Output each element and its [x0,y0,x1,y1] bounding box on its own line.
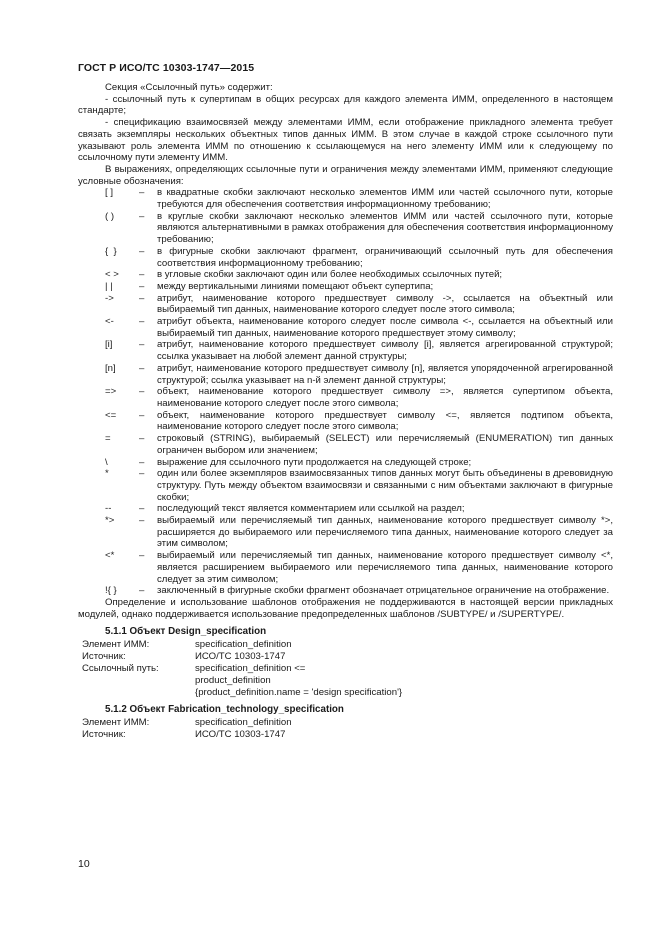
notation-description: в квадратные скобки заключают несколько элементов ИММ или частей ссылочного пути, которые требуются для обеспечения соответствия информационному требованию; [157,187,613,211]
notation-dash: – [139,515,145,527]
intro-paragraph-2: - ссылочный путь к супертипам в общих ресурсах для каждого элемента ИММ, определенного в настоящем стандарте; [78,93,613,117]
attribute-key: Источник: [82,729,126,741]
attribute-key: Элемент ИММ: [82,717,150,729]
notation-row [78,316,613,339]
notation-description: между вертикальными линиями помещают объект супертипа; [157,280,434,292]
notation-row [78,246,613,269]
attribute-row [78,639,613,651]
notation-dash: – [139,280,145,292]
notation-description: один или более экземпляров взаимосвязанных типов данных могут быть объединены в древовидную структуру. Путь между объектом взаимосвязи и связанными с ним объектами заключают в фигурные скобки; [157,468,613,503]
notation-row [78,386,613,409]
page-number: 10 [78,858,90,870]
notation-symbol: \ [105,456,108,468]
notation-dash: – [139,269,145,281]
notation-description: строковый (STRING), выбираемый (SELECT) или перечисляемый (ENUMERATION) тип данных ограничен выбором или значением; [157,433,613,456]
notation-description: в угловые скобки заключают один или более необходимых ссылочных путей; [157,269,503,281]
notation-row [78,339,613,362]
notation-dash: – [139,456,145,468]
sections [78,625,613,741]
intro-paragraph-1: Секция «Ссылочный путь» содержит: [105,82,273,93]
notation-symbol: | | [105,280,113,292]
notation-symbol: -> [105,292,114,304]
notation-row [78,585,613,597]
notation-description: в круглые скобки заключают несколько элементов ИММ или частей ссылочного пути, которые являются альтернативными в рамках отображения для обеспечения соответствия информационному требованию; [157,210,613,246]
notation-description: заключенный в фигурные скобки фрагмент обозначает отрицательное ограничение на отображение. [157,585,610,597]
notation-dash: – [139,210,145,222]
attribute-row [78,717,613,729]
notation-description: атрибут, наименование которого предшествует символу ->, ссылается на объектный или выбираемый тип данных, наименование которого следует после этого символа; [157,292,613,316]
notation-description: атрибут, наименование которого предшествует символу [i], является агрегированной структурой; ссылка указывает на любой элемент данной структуры; [157,339,613,363]
notation-dash: – [139,503,145,515]
closing-paragraph: Определение и использование шаблонов отображения не поддерживаются в настоящей версии прикладных модулей, однако поддерживается использование предопределенных шаблонов /SUBTYPE/ и /SUPERTYPE/. [78,596,613,620]
attribute-value: ИСО/ТС 10303-1747 [195,651,286,663]
notation-row [78,433,613,456]
intro-paragraph-3: - спецификацию взаимосвязей между элементами ИММ, если отображение прикладного элемента требует связать экземпляры нескольких объектных типов данных ИММ. В этом случае в каждой строке ссылочного пути указывают роль элемента ИММ по отношению к ссылающемуся на него элементу ИММ или к следующему по ссылочному пути элементу ИММ. [78,117,613,164]
notation-dash: – [139,339,145,351]
attribute-row [78,729,613,741]
notation-row [78,468,613,503]
notation-row [78,410,613,433]
notation-description: в фигурные скобки заключают фрагмент, ограничивающий ссылочный путь для обеспечения соответствия информационному требованию; [157,245,613,269]
notation-symbol: [n] [105,362,116,374]
notation-symbol: * [105,468,109,480]
notation-description: выражение для ссылочного пути продолжается на следующей строке; [157,456,472,468]
notation-description: объект, наименование которого предшествует символу <=, является подтипом объекта, наименование которого следует после этого символа; [157,409,613,433]
notation-symbol: [ ] [105,187,113,199]
notation-row [78,363,613,386]
notation-symbol: < > [105,269,119,281]
notation-symbol: *> [105,515,115,527]
notation-dash: – [139,433,145,445]
notation-dash: – [139,386,145,398]
notation-dash: – [139,292,145,304]
notation-dash: – [139,362,145,374]
notation-row [78,293,613,316]
attribute-value: specification_definition [195,639,292,651]
attribute-key: Элемент ИММ: [82,639,150,651]
notation-dash: – [139,245,145,257]
notation-dash: – [139,316,145,328]
attribute-key: Источник: [82,651,126,663]
notation-dash: – [139,585,145,597]
notation-description: объект, наименование которого предшествует символу =>, является супертипом объекта, наименование которого следует после этого символа; [157,386,613,409]
notation-row [78,281,613,293]
notation-description: атрибут, наименование которого предшествует символу [n], является упорядоченной агрегированной структурой; ссылка указывает на n-й элемент данной структуры; [157,362,613,386]
notation-symbol: <= [105,409,117,421]
attribute-key: Ссылочный путь: [82,662,159,674]
notation-symbol: => [105,386,117,398]
attribute-value: specification_definition [195,717,292,729]
notation-dash: – [139,550,145,562]
notation-symbol: <- [105,316,114,328]
notation-dash: – [139,187,145,199]
page-header: ГОСТ Р ИСО/ТС 10303-1747—2015 [78,62,255,74]
notation-symbol: { } [105,245,117,257]
notation-symbol: [i] [105,339,113,351]
notation-description: выбираемый или перечисляемый тип данных, наименование которого предшествует символу *>, расширяется до выбираемого или перечисляемого типа данных, наименование которого следует за этим символом; [157,515,613,550]
page-body [78,82,613,741]
attribute-value: ИСО/ТС 10303-1747 [195,729,286,741]
notation-row [78,503,613,515]
notation-dash: – [139,468,145,480]
notation-symbol: ( ) [105,210,115,222]
notation-description: последующий текст является комментарием или ссылкой на раздел; [157,503,465,515]
notation-row [78,269,613,281]
section-title: 5.1.2 Объект Fabrication_technology_specification [105,704,344,716]
notation-symbol: <* [105,550,115,562]
notation-description: выбираемый или перечисляемый тип данных, наименование которого предшествует символу <*, является расширением выбираемого или перечисляемого типа данных, наименование которого следует за этим символом; [157,550,613,585]
notation-row [78,550,613,585]
notation-row [78,515,613,550]
notation-list [78,187,613,597]
notation-row [78,211,613,246]
attribute-row [78,663,613,698]
notation-symbol: !{ } [105,585,117,597]
notation-row [78,457,613,469]
section-title: 5.1.1 Объект Design_specification [105,626,267,638]
notation-description: атрибут объекта, наименование которого следует после символа <-, ссылается на объектный или выбираемый тип данных, наименование которого предшествует этому символу; [157,316,613,339]
attribute-row [78,651,613,663]
notation-symbol: -- [105,503,112,515]
notation-dash: – [139,409,145,421]
notation-symbol: = [105,433,111,445]
attribute-value: specification_definition <= product_definition {product_definition.name = 'design specification'} [195,662,403,698]
notation-row [78,187,613,210]
intro-paragraph-4: В выражениях, определяющих ссылочные пути и ограничения между элементами ИММ, применяют следующие условные обозначения: [78,163,613,187]
